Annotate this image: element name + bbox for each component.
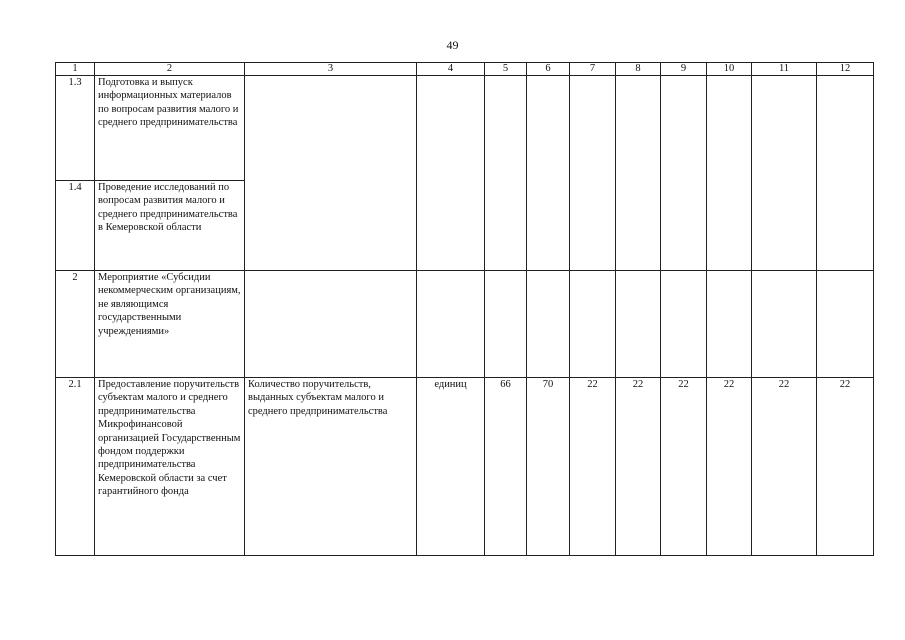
value-cell <box>485 76 527 271</box>
value-cell <box>527 271 570 378</box>
value-cell: 22 <box>570 378 616 556</box>
value-cell <box>485 271 527 378</box>
header-row <box>56 63 874 76</box>
value-cell <box>752 76 817 271</box>
row-number: 1.4 <box>56 181 95 271</box>
value-cell <box>616 271 661 378</box>
value-cell: 66 <box>485 378 527 556</box>
row-name: Проведение исследований по вопросам развития малого и среднего предпринимательства в Кемеровской области <box>95 181 245 271</box>
value-cell: 70 <box>527 378 570 556</box>
value-cell: 22 <box>752 378 817 556</box>
value-cell: 22 <box>817 378 874 556</box>
header-cell: 2 <box>95 63 245 76</box>
header-cell: 3 <box>245 63 417 76</box>
header-cell: 9 <box>661 63 707 76</box>
value-cell <box>817 76 874 271</box>
row-name: Подготовка и выпуск информационных материалов по вопросам развития малого и среднего предпринимательства <box>95 76 245 181</box>
header-cell: 11 <box>752 63 817 76</box>
value-cell: 22 <box>616 378 661 556</box>
program-table <box>55 62 874 556</box>
table-row <box>56 76 874 181</box>
row-name: Мероприятие «Субсидии некоммерческим организациям, не являющимся государственными учреждениями» <box>95 271 245 378</box>
value-cell <box>752 271 817 378</box>
page-number: 49 <box>446 38 459 52</box>
value-cell: 22 <box>661 378 707 556</box>
table-row <box>56 271 874 378</box>
value-cell <box>570 76 616 271</box>
indicator-cell <box>245 271 417 378</box>
unit-cell <box>417 76 485 271</box>
value-cell <box>707 271 752 378</box>
row-name: Предоставление поручительств субъектам малого и среднего предпринимательства Микрофинансовой организацией Государственным фондом поддержки предпринимательства Кемеровской области за счет гарантийного фонда <box>95 378 245 556</box>
unit-cell <box>417 271 485 378</box>
header-cell: 4 <box>417 63 485 76</box>
header-cell: 10 <box>707 63 752 76</box>
header-cell: 5 <box>485 63 527 76</box>
header-cell: 1 <box>56 63 95 76</box>
value-cell <box>817 271 874 378</box>
header-cell: 12 <box>817 63 874 76</box>
row-number: 1.3 <box>56 76 95 181</box>
table-row <box>56 378 874 556</box>
value-cell <box>570 271 616 378</box>
value-cell <box>616 76 661 271</box>
header-cell: 7 <box>570 63 616 76</box>
value-cell <box>661 76 707 271</box>
indicator-cell <box>245 76 417 271</box>
row-number: 2.1 <box>56 378 95 556</box>
header-cell: 6 <box>527 63 570 76</box>
unit-cell: единиц <box>417 378 485 556</box>
value-cell <box>661 271 707 378</box>
indicator-cell: Количество поручительств, выданных субъектам малого и среднего предпринимательства <box>245 378 417 556</box>
header-cell: 8 <box>616 63 661 76</box>
value-cell <box>707 76 752 271</box>
value-cell <box>527 76 570 271</box>
row-number: 2 <box>56 271 95 378</box>
value-cell: 22 <box>707 378 752 556</box>
